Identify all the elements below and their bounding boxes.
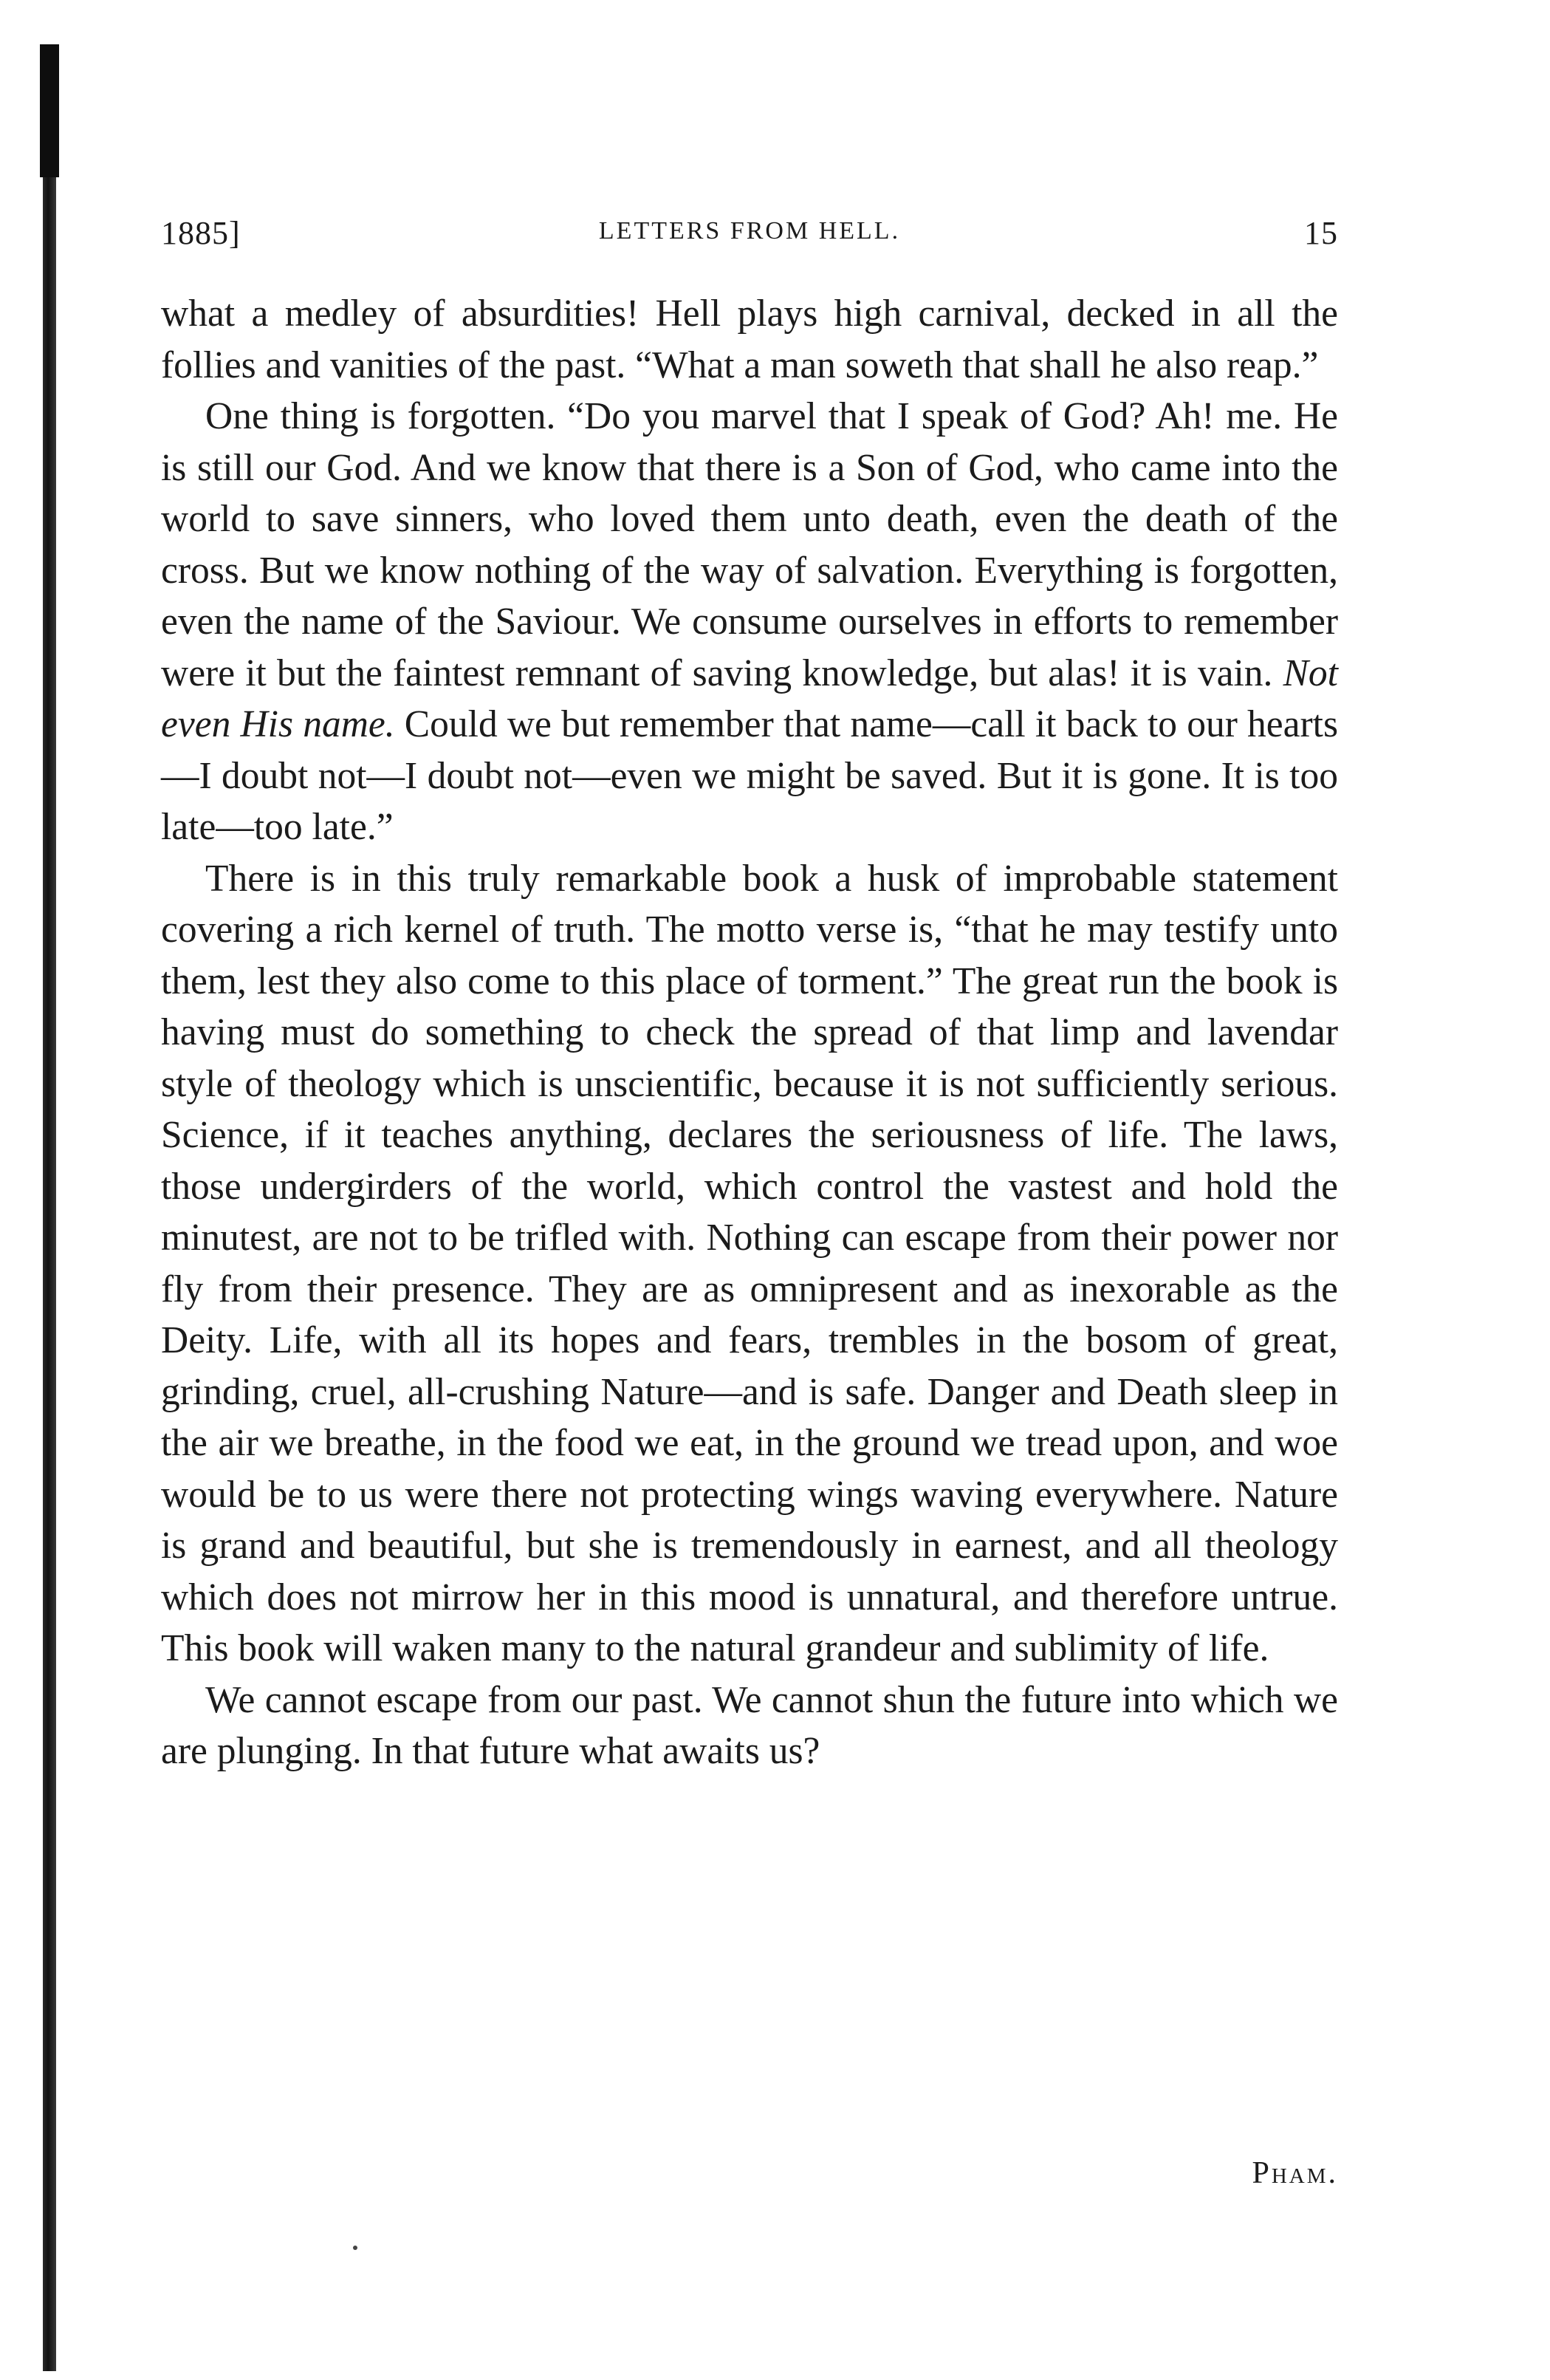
running-head-year: 1885] (161, 215, 241, 251)
running-head (161, 214, 1338, 259)
page-number: 15 (1304, 215, 1338, 251)
paragraph-2-emphasis: Not even His name. (161, 652, 1338, 745)
paragraph-2-after: Could we but remember that name—call it back to our hearts—I doubt not—I doubt not—even we might be saved. But it is gone. It is too late—too late.” (161, 703, 1338, 848)
ink-speck (353, 2246, 357, 2250)
paragraph-3: There is in this truly remarkable book a husk of improbable statement covering a rich kernel of truth. The motto verse is, “that he may testify unto them, lest they also come to this place of torment.” The great run the book is having must do something to check the spread of that limp and lavendar style of theology which is unscientific, because it is not sufficiently serious. Science, if it teaches anything, declares the seriousness of life. The laws, those undergirders of the world, which control the vastest and hold the minutest, are not to be trifled with. Nothing can escape from their power nor fly from their presence. They are as omnipresent and as inexorable as the Deity. Life, with all its hopes and fears, trembles in the bosom of great, grinding, cruel, all-crushing Nature—and is safe. Danger and Death sleep in the air we breathe, in the food we eat, in the ground we tread upon, and woe would be to us were there not protecting wings waving everywhere. Nature is grand and beautiful, but she is tremendously in earnest, and all theology which does not mirrow her in this mood is unnatural, and therefore untrue. This book will waken many to the natural grandeur and sublimity of life. (161, 857, 1338, 1669)
binding-edge (43, 44, 56, 2371)
paragraph-4: We cannot escape from our past. We cannot shun the future into which we are plunging. In that future what awaits us? (161, 1678, 1338, 1772)
paragraph-2-before: One thing is forgotten. “Do you marvel that I speak of God? Ah! me. He is still our God. And we know that there is a Son of God, who came into the world to save sinners, who loved them unto death, even the death of the cross. But we know nothing of the way of salvation. Everything is forgotten, even the name of the Saviour. We consume ourselves in efforts to remember were it but the faintest remnant of saving knowledge, but alas! it is vain. (161, 395, 1338, 694)
body-text (161, 288, 1338, 1777)
author-signature: Pham. (1252, 2156, 1338, 2190)
running-head-title: LETTERS FROM HELL. (598, 217, 901, 245)
paragraph-2 (161, 391, 1338, 853)
binding-edge-shadow (40, 44, 59, 177)
paragraph-1: what a medley of absurdities! Hell plays high carnival, decked in all the follies and vanities of the past. “What a man soweth that shall he also reap.” (161, 293, 1338, 386)
